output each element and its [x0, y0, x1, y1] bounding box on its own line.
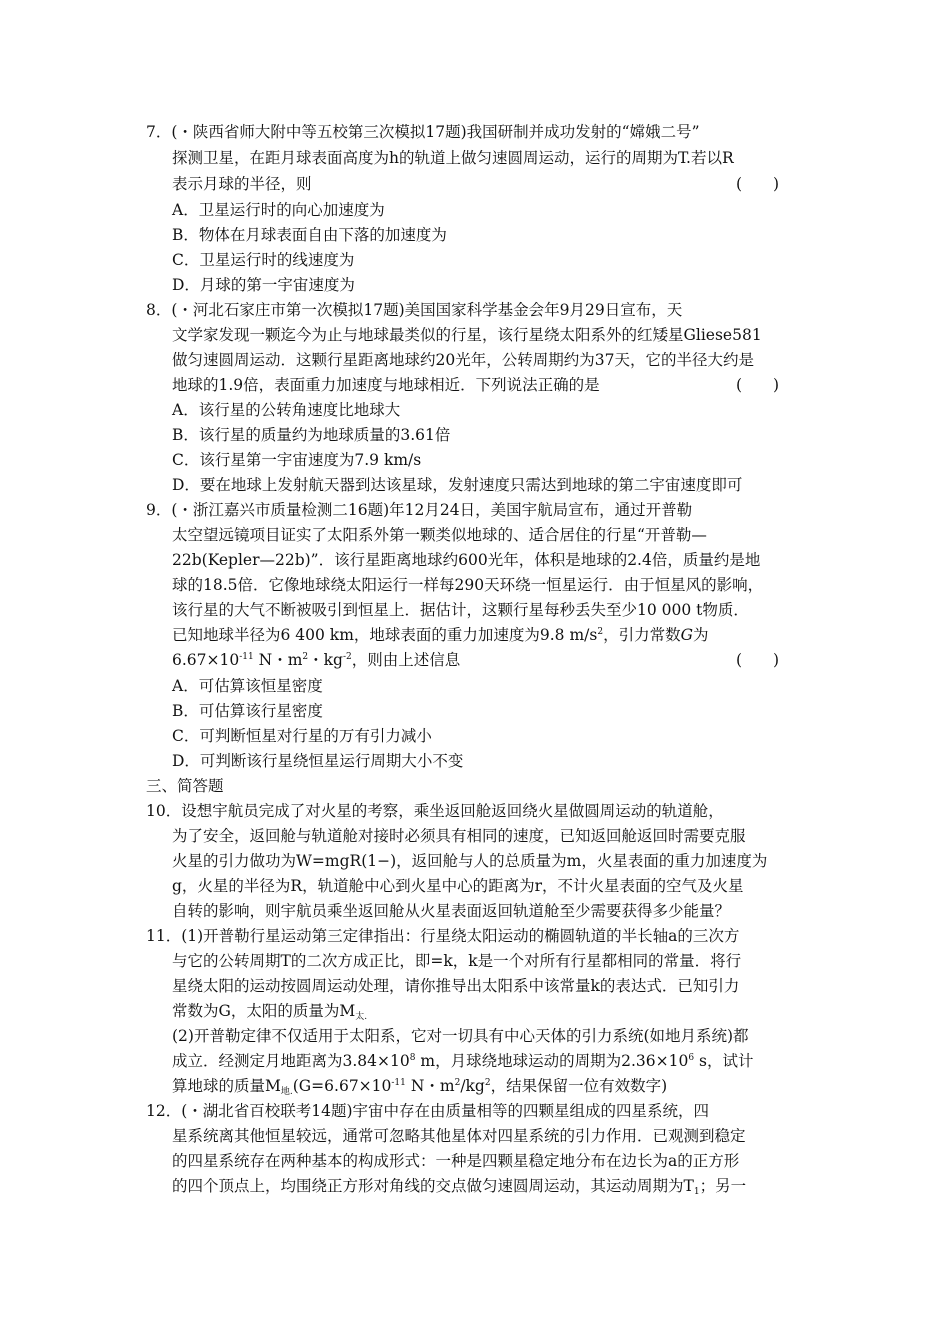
q11-line-6 — [172, 1049, 753, 1073]
q11-line-6-text-c: s，试计 — [694, 1052, 754, 1070]
q9-line-4: 球的18.5倍．它像地球绕太阳运行一样每290天环绕一恒星运行．由于恒星风的影响， — [172, 576, 764, 594]
q9-line-7-tail: ，则由上述信息 — [351, 651, 461, 669]
q9-line-7 — [172, 648, 460, 672]
q8-option-d: D．要在地球上发射航天器到达该星球，发射速度只需达到地球的第二宇宙速度即可 — [172, 476, 743, 494]
q7-line-3: 表示月球的半径，则 — [172, 175, 312, 193]
q11-line-2: 与它的公转周期T的二次方成正比，即=k，k是一个对所有行星都相同的常量．将行 — [172, 952, 742, 970]
q11-line-7-text-b: (G=6.67×10 — [292, 1077, 392, 1095]
q12-line-4-text: 的四个顶点上，均围绕正方形对角线的交点做匀速圆周运动，其运动周期为T — [172, 1177, 694, 1195]
q8-option-a: A．该行星的公转角速度比地球大 — [172, 401, 401, 419]
q9-line-7-unit: N・m — [253, 651, 303, 669]
q9-line-7-exp-kg: -2 — [342, 652, 352, 662]
q9-line-2: 太空望远镜项目证实了太阳系外第一颗类似地球的、适合居住的行星“开普勒— — [172, 526, 707, 544]
q7-line-2: 探测卫星，在距月球表面高度为h的轨道上做匀速圆周运动，运行的周期为T.若以R — [172, 149, 734, 167]
q11-line-6-exp-1: 8 — [409, 1053, 416, 1063]
q9-line-6-text-b: ，引力常数 — [603, 626, 681, 644]
q11-line-7-exp-kg: 2 — [484, 1078, 491, 1088]
q8-line-3: 做匀速圆周运动．这颗行星距离地球约20光年，公转周期约为37天，它的半径大约是 — [172, 351, 754, 369]
q9-option-a: A．可估算该恒星密度 — [172, 677, 323, 695]
q11-line-7-sub: 地. — [280, 1087, 293, 1097]
q11-line-7-tail: ，结果保留一位有效数字) — [490, 1077, 668, 1095]
q9-option-b: B．可估算该行星密度 — [172, 702, 323, 720]
q9-line-3: 22b(Kepler—22b)”．该行星距离地球约600光年，体积是地球的2.4倍，质量约是地 — [172, 551, 761, 569]
q7-option-b: B．物体在月球表面自由下落的加速度为 — [172, 226, 447, 244]
q12-line-1: 12．(・湖北省百校联考14题)宇宙中存在由质量相等的四颗星组成的四星系统，四 — [146, 1102, 710, 1120]
q8-line-4: 地球的1.9倍，表面重力加速度与地球相近．下列说法正确的是 — [172, 376, 600, 394]
q11-line-1: 11．(1)开普勒行星运动第三定律指出：行星绕太阳运动的椭圆轨道的半长轴a的三次方 — [146, 927, 740, 945]
q11-line-4-text: 常数为G，太阳的质量为M — [172, 1002, 356, 1020]
q10-line-1: 10．设想宇航员完成了对火星的考察，乘坐返回舱返回绕火星做圆周运动的轨道舱， — [146, 802, 724, 820]
q7-line-1: 7．(・陕西省师大附中等五校第三次模拟17题)我国研制并成功发射的“嫦娥二号” — [146, 123, 700, 141]
q11-line-7 — [172, 1074, 667, 1098]
q7-option-a: A．卫星运行时的向心加速度为 — [172, 201, 385, 219]
q9-answer-bracket: ( ) — [736, 651, 780, 669]
q11-line-7-unit: N・m — [405, 1077, 455, 1095]
q9-symbol-g: G — [680, 626, 693, 644]
q11-line-7-text: 算地球的质量M — [172, 1077, 281, 1095]
q9-line-1: 9．(・浙江嘉兴市质量检测二16题)年12月24日，美国宇航局宣布，通过开普勒 — [146, 501, 693, 519]
q8-line-1: 8．(・河北石家庄市第一次模拟17题)美国国家科学基金会年9月29日宣布，天 — [146, 301, 683, 319]
q12-line-4 — [172, 1174, 746, 1198]
q8-answer-bracket: ( ) — [736, 376, 780, 394]
q7-option-d: D．月球的第一宇宙速度为 — [172, 276, 355, 294]
q11-line-6-text: 成立．经测定月地距离为3.84×10 — [172, 1052, 410, 1070]
q10-line-2: 为了安全，返回舱与轨道舱对接时必须具有相同的速度，已知返回舱返回时需要克服 — [172, 827, 746, 845]
q12-line-2: 星系统离其他恒星较远，通常可忽略其他星体对四星系统的引力作用．已观测到稳定 — [172, 1127, 746, 1145]
q9-line-5: 该行星的大气不断被吸引到恒星上．据估计，这颗行星每秒丢失至少10 000 t物质． — [172, 601, 749, 619]
q8-option-c: C．该行星第一宇宙速度为7.9 km/s — [172, 451, 422, 469]
q11-line-7-unit-kg: /kg — [460, 1077, 485, 1095]
q9-option-d: D．可判断该行星绕恒星运行周期大小不变 — [172, 752, 464, 770]
q9-line-6-text: 已知地球半径为6 400 km，地球表面的重力加速度为9.8 m/s — [172, 626, 598, 644]
q11-line-4-sub: 太. — [355, 1012, 368, 1022]
q9-line-6 — [172, 623, 709, 647]
q12-line-4-tail: ；另一 — [699, 1177, 747, 1195]
q9-line-7-unit-kg: ・kg — [308, 651, 343, 669]
q11-line-6-text-b: m，月球绕地球运动的周期为2.36×10 — [415, 1052, 689, 1070]
q11-line-5: (2)开普勒定律不仅适用于太阳系，它对一切具有中心天体的引力系统(如地月系统)都 — [172, 1027, 749, 1045]
q7-answer-bracket: ( ) — [736, 175, 780, 193]
q9-line-7-exp-m: 2 — [302, 652, 309, 662]
q10-line-4: g，火星的半径为R，轨道舱中心到火星中心的距离为r，不计火星表面的空气及火星 — [172, 877, 744, 895]
q10-line-3: 火星的引力做功为W=mgR(1−)，返回舱与人的总质量为m，火星表面的重力加速度为 — [172, 852, 768, 870]
q12-line-4-sub: 1 — [693, 1187, 700, 1197]
q11-line-6-exp-2: 6 — [688, 1053, 695, 1063]
section-heading: 三、简答题 — [146, 777, 224, 795]
q11-line-4 — [172, 999, 367, 1023]
q9-line-7-exp: -11 — [239, 652, 254, 662]
q12-line-3: 的四星系统存在两种基本的构成形式：一种是四颗星稳定地分布在边长为a的正方形 — [172, 1152, 740, 1170]
q7-option-c: C．卫星运行时的线速度为 — [172, 251, 355, 269]
q11-line-7-exp-m: 2 — [454, 1078, 461, 1088]
q9-line-6-text-d: 为 — [692, 626, 709, 644]
q9-option-c: C．可判断恒星对行星的万有引力减小 — [172, 727, 432, 745]
q8-option-b: B．该行星的质量约为地球质量的3.61倍 — [172, 426, 451, 444]
q9-line-7-text: 6.67×10 — [172, 651, 240, 669]
q10-line-5: 自转的影响，则宇航员乘坐返回舱从火星表面返回轨道舱至少需要获得多少能量？ — [172, 902, 731, 920]
q8-line-2: 文学家发现一颗迄今为止与地球最类似的行星，该行星绕太阳系外的红矮星Gliese581 — [172, 326, 762, 344]
q11-line-3: 星绕太阳的运动按圆周运动处理，请你推导出太阳系中该常量k的表达式．已知引力 — [172, 977, 740, 995]
q11-line-7-exp: -11 — [391, 1078, 406, 1088]
q9-exponent: 2 — [597, 627, 604, 637]
